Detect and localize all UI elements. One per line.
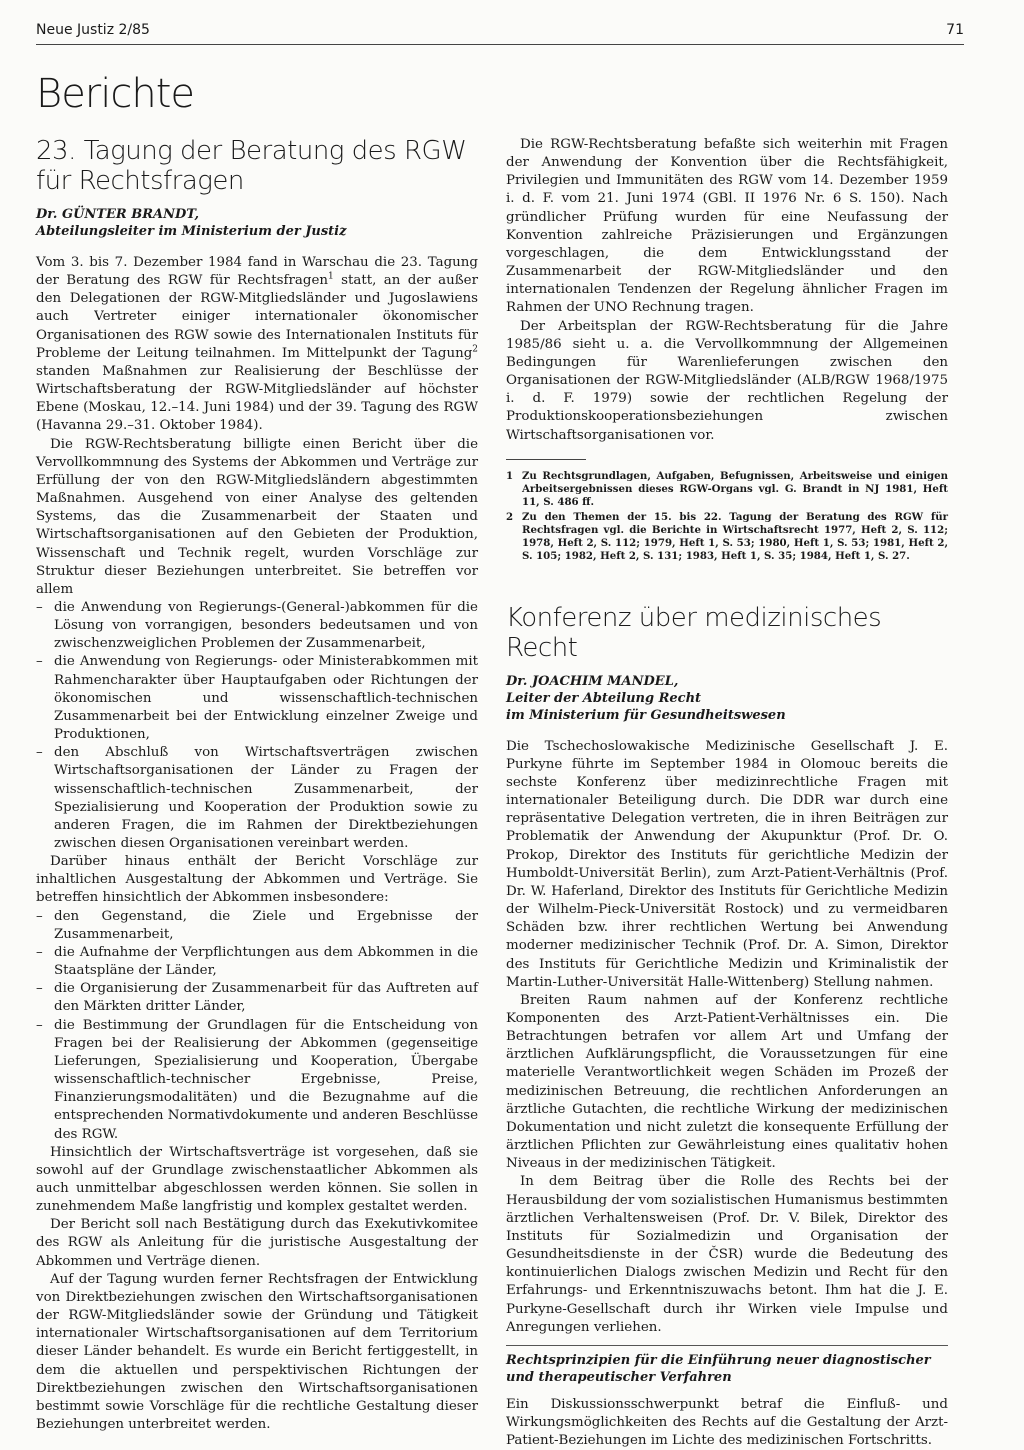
list-item: – den Abschluß von Wirtschaftsverträgen zwischen Wirtschaftsorganisationen der Länder zu Fragen der wissenschaftlich-technischen Zusammenarbeit, der Spezialisierung und Kooperation der Produktion sowie zu anderen Fragen, die im Rahmen der Direktbeziehungen zwischen diesen Organisationen vereinbart werden. <box>36 744 478 853</box>
footnote-number: 2 <box>506 510 514 523</box>
article2-paragraph-1: Die Tschechoslowakische Medizinische Gesellschaft J. E. Purkyne führte im September 1984 in Olomouc bereits die sechste Konferenz über medizinrechtliche Fragen mit internationaler Beteiligung durch. Die DDR war durch eine repräsentative Delegation vertreten, die in ihren Beiträgen zur Problematik der Anwendung der Akupunktur (Prof. Dr. O. Prokop, Direktor des Instituts für gerichtliche Medizin der Humboldt-Universität Berlin), zum Arzt-Patient-Verhältnis (Prof. Dr. W. Haferland, Direktor des Instituts für Gerichtliche Medizin der Wilhelm-Pieck-Universität Rostock) und zu vermeidbaren Schäden bzw. ihrer rechtlichen Wertung bei Anwendung moderner medizinischer Technik (Prof. Dr. A. Simon, Direktor des Instituts für Gerichtliche Medizin und Kriminalistik der Martin-Luther-Universität Halle-Wittenberg) Stellung nahmen. <box>506 738 948 990</box>
footnote-number: 1 <box>506 469 514 482</box>
article1-paragraph-7: Die RGW-Rechtsberatung befaßte sich weiterhin mit Fragen der Anwendung der Konvention über die Rechtsfähigkeit, Privilegien und Immunitäten des RGW vom 14. Dezember 1959 i. d. F. vom 21. Juni 1974 (GBl. II 1976 Nr. 6 S. 150). Nach gründlicher Prüfung wurden für eine Neufassung der Konvention zahlreiche Präzisierungen und Ergänzungen vorgeschlagen, die dem Entwicklungsstand der Zusammenarbeit der RGW-Mitgliedsländer und den internationalen Tendenzen der Regelung ähnlicher Fragen im Rahmen der UNO Rechnung tragen. <box>506 137 948 316</box>
list-item: – die Organisierung der Zusammenarbeit für das Auftreten auf den Märkten dritter Länder, <box>36 980 478 1016</box>
article1-list-1 <box>36 599 478 853</box>
left-column <box>36 136 478 1434</box>
footnote-ref-2: 2 <box>472 344 478 355</box>
footnote-ref-1: 1 <box>328 271 334 282</box>
footnote-text: Zu den Themen der 15. bis 22. Tagung der Beratung des RGW für Rechtsfragen vgl. die Berichte in Wirtschaftsrecht 1977, Heft 2, S. 112; 1978, Heft 2, S. 112; 1979, Heft 1, S. 53; 1980, Heft 1, S. 53; 1981, Heft 2, S. 105; 1982, Heft 2, S. 131; 1983, Heft 1, S. 35; 1984, Heft 1, S. 27. <box>522 510 948 562</box>
header-rule <box>36 44 964 45</box>
right-column <box>506 136 948 1450</box>
article1-byline <box>36 206 478 240</box>
article2-author-role-1: Leiter der Abteilung Recht <box>506 690 702 706</box>
article2-paragraph-4: Ein Diskussionsschwerpunkt betraf die Einfluß- und Wirkungsmöglichkeiten des Rechts auf die Gestaltung der Arzt-Patient-Beziehungen im Lichte des medizinischen Fortschritts. <box>506 1396 948 1449</box>
article2-byline <box>506 673 948 724</box>
article1-paragraph-2: Die RGW-Rechtsberatung billigte einen Bericht über die Vervollkommnung des Systems der Abkommen und Verträge zur Erfüllung der von den RGW-Mitgliedsländern abgestimmten Maßnahmen. Ausgehend von einer Analyse des geltenden Systems, das die Zusammenarbeit der Staaten und Wirtschaftsorganisationen auf den Gebieten der Produktion, Wissenschaft und Technik regelt, wurden Vorschläge zur Struktur dieser Beziehungen unterbreitet. Sie betreffen vor allem <box>36 436 478 597</box>
article1-paragraph-5: Der Bericht soll nach Bestätigung durch das Exekutivkomitee des RGW als Anleitung für die juristische Ausgestaltung der Abkommen und Verträge dienen. <box>36 1217 478 1269</box>
article1-paragraph-6: Auf der Tagung wurden ferner Rechtsfragen der Entwicklung von Direktbeziehungen zwischen den Wirtschaftsorganisationen der RGW-Mitgliedsländer sowie der Gründung und Tätigkeit internationaler Wirtschaftsorganisationen auf dem Territorium dieser Länder behandelt. Es wurde ein Bericht fertiggestellt, in dem die aktuellen und perspektivischen Richtungen der Direktbeziehungen zwischen den Wirtschaftsorganisationen bestimmt sowie Vorschläge für die rechtliche Gestaltung dieser Beziehungen unterbreitet werden. <box>36 1271 478 1432</box>
page-number: 71 <box>946 22 964 38</box>
list-item: – die Aufnahme der Verpflichtungen aus dem Abkommen in die Staatspläne der Länder, <box>36 944 478 980</box>
article1-list-2 <box>36 908 478 1144</box>
article1-paragraph-4: Hinsichtlich der Wirtschaftsverträge ist vorgesehen, daß sie sowohl auf der Grundlage zwischenstaatlicher Abkommen als auch unmittelbar abgeschlossen werden können. Sie sollen in zunehmendem Maße langfristig und komplex gestaltet werden. <box>36 1144 478 1215</box>
footnote <box>506 511 948 563</box>
page-header <box>36 22 964 38</box>
article2-subheading: Rechtsprinzipien für die Einführung neuer diagnostischer und therapeutischer Verfahren <box>506 1345 948 1386</box>
section-title: Berichte <box>36 71 194 117</box>
footnote <box>506 470 948 509</box>
list-item: – die Anwendung von Regierungs- oder Ministerabkommen mit Rahmencharakter über Hauptaufgaben oder Richtungen der ökonomischen und wissenschaftlich-technischen Zusammenarbeit bei der Entwicklung einzelner Zweige und Produktionen, <box>36 653 478 744</box>
article1-title: 23. Tagung der Beratung des RGW für Rechtsfragen <box>36 136 467 196</box>
article1-author: Dr. GÜNTER BRANDT, <box>36 207 200 222</box>
footnote-text: Zu Rechtsgrundlagen, Aufgaben, Befugnissen, Arbeitsweise und einigen Arbeitsergebnissen dieses RGW-Organs vgl. G. Brandt in NJ 1981, Heft 11, S. 486 ff. <box>522 469 948 508</box>
journal-issue: Neue Justiz 2/85 <box>36 22 150 38</box>
article2-author-role-2: im Ministerium für Gesundheitswesen <box>506 707 786 723</box>
footnote-rule <box>506 459 586 460</box>
list-item: – den Gegenstand, die Ziele und Ergebnisse der Zusammenarbeit, <box>36 908 478 944</box>
article2-paragraph-2: Breiten Raum nahmen auf der Konferenz rechtliche Komponenten des Arzt-Patient-Verhältnisses ein. Die Betrachtungen betrafen vor allem Art und Umfang der ärztlichen Aufklärungspflicht, die Voraussetzungen für eine materielle Verantwortlichkeit wegen Schäden im Prozeß der medizinischen Betreuung, die rechtlichen Anforderungen an ärztliche Gutachten, die rechtliche Wirkung der medizinischen Dokumentation und nicht zuletzt die konsequente Erfüllung der ärztlichen Pflichten zur Gewährleistung eines qualitativ hohen Niveaus in der medizinischen Tätigkeit. <box>506 992 948 1172</box>
list-item: – die Anwendung von Regierungs-(General-)abkommen für die Lösung von vorrangigen, besonders bedeutsamen und von zwischenzweiglichen Problemen der Zusammenarbeit, <box>36 599 478 653</box>
article1-paragraph-1: Vom 3. bis 7. Dezember 1984 fand in Warschau die 23. Tagung der Beratung des RGW für Rechtsfragen$^1$ statt, an der außer den Delegationen der RGW-Mitgliedsländer und Jugoslawiens auch Vertreter einiger internationaler ökonomischer Organisationen des RGW sowie des Internationalen Instituts für Probleme der Leitung teilnahmen. Im Mittelpunkt der Tagung$^2$ standen Maßnahmen zur Realisierung der Beschlüsse der Wirtschaftsberatung der RGW-Mitgliedsländer auf höchster Ebene (Moskau, 12.–14. Juni 1984) und der 39. Tagung des RGW (Havanna 29.–31. Oktober 1984). <box>36 255 478 434</box>
article2-title: Konferenz über medizinisches Recht <box>506 602 882 663</box>
article2-paragraph-3: In dem Beitrag über die Rolle des Rechts bei der Herausbildung der vom sozialistischen Humanismus bestimmten ärztlichen Verhaltensweisen (Prof. Dr. V. Bilek, Direktor des Instituts für Sozialmedizin und Organisation der Gesundheitsdienste in der ČSR) wurde die Bedeutung des kontinuierlichen Dialogs zwischen Medizin und Recht für den Erfahrungs- und Erkenntniszuwachs betont. Ihm hat die J. E. Purkyne-Gesellschaft durch ihr Wirken viele Impulse und Anregungen verliehen. <box>506 1174 948 1335</box>
article1-author-role: Abteilungsleiter im Ministerium der Justiz <box>36 224 347 239</box>
article1-paragraph-3: Darüber hinaus enthält der Bericht Vorschläge zur inhaltlichen Ausgestaltung der Abkommen und Verträge. Sie betreffen hinsichtlich der Abkommen insbesondere: <box>36 854 478 906</box>
article1-paragraph-8: Der Arbeitsplan der RGW-Rechtsberatung für die Jahre 1985/86 sieht u. a. die Vervollkommnung der Allgemeinen Bedingungen für Warenlieferungen zwischen den Organisationen der RGW-Mitgliedsländer (ALB/RGW 1968/1975 i. d. F. 1979) sowie der rechtlichen Regelung der Produktionskooperationsbeziehungen zwischen Wirtschaftsorganisationen vor. <box>506 318 948 443</box>
article2-author: Dr. JOACHIM MANDEL, <box>506 673 679 689</box>
list-item: – die Bestimmung der Grundlagen für die Entscheidung von Fragen bei der Realisierung der Abkommen (gegenseitige Lieferungen, Spezialisierung und Kooperation, Übergabe wissenschaftlich-technischer Ergebnisse, Preise, Finanzierungsmodalitäten) und die Bezugnahme auf die entsprechenden Normativdokumente und anderen Beschlüsse des RGW. <box>36 1017 478 1144</box>
